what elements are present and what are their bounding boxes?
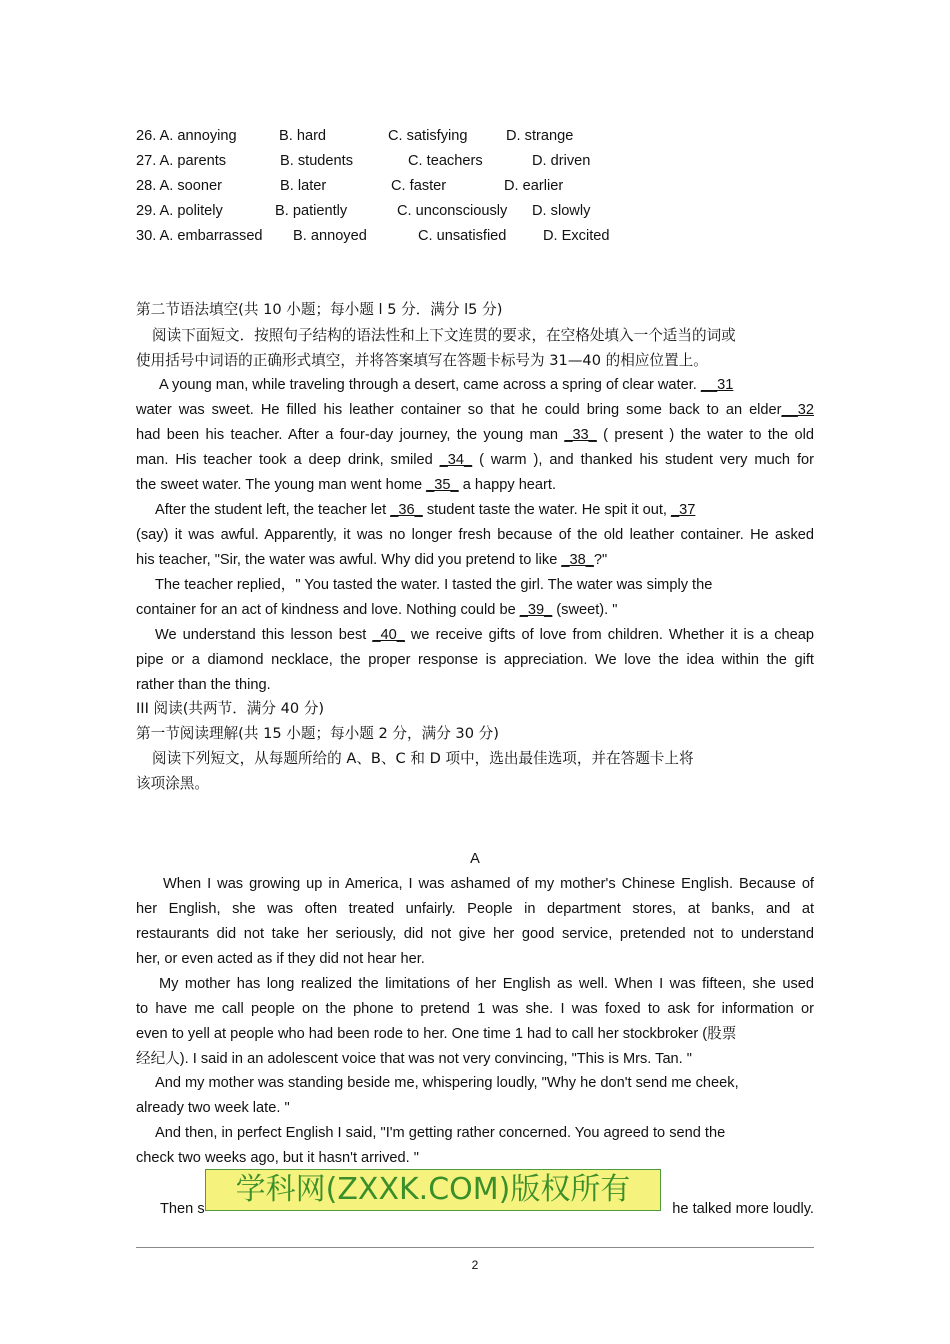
passage-line <box>155 500 814 520</box>
option-29-a: 29. A. politely <box>136 203 223 219</box>
text: man. His teacher took a deep drink, smiled <box>136 452 433 468</box>
passage-line: her, or even acted as if they did not hear her. <box>136 951 425 967</box>
passage-line <box>136 400 814 420</box>
passage-line: to have me call people on the phone to pretend 1 was she. I was foxed to ask for information or <box>136 1001 814 1017</box>
blank-40: _40_ <box>372 627 405 643</box>
option-29-c: C. unconsciously <box>397 203 508 219</box>
blank-35: _35_ <box>426 477 459 493</box>
instruction-line-2: 该项涂黑。 <box>136 775 209 792</box>
passage-line: restaurants did not take her seriously, did not give her good service, pretended not to understand <box>136 926 814 942</box>
text: We understand this lesson best <box>155 627 367 643</box>
passage-line-start: Then s <box>160 1201 205 1217</box>
option-30-a: 30. A. embarrassed <box>136 228 263 244</box>
passage-line: And then, in perfect English I said, "I'm getting rather concerned. You agreed to send the <box>155 1125 726 1141</box>
blank-39: _39_ <box>519 602 553 618</box>
passage-line: And my mother was standing beside me, whispering loudly, "Why he don't send me cheek, <box>155 1075 739 1091</box>
option-30-d: D. Excited <box>543 228 610 244</box>
section-heading: 第一节阅读理解(共 15 小题；每小题 2 分，满分 30 分) <box>136 725 499 742</box>
passage-line <box>136 450 814 470</box>
blank-38: _38_ <box>561 552 594 568</box>
page-number: 2 <box>471 1258 479 1272</box>
option-28-c: C. faster <box>391 178 447 194</box>
option-26-d: D. strange <box>506 128 574 144</box>
passage-line <box>136 425 814 445</box>
passage-line <box>159 375 814 395</box>
option-26-a: 26. A. annoying <box>136 128 237 144</box>
passage-line: already two week late. " <box>136 1100 290 1116</box>
section-heading: III 阅读(共两节．满分 40 分) <box>136 700 325 717</box>
text: After the student left, the teacher let <box>155 502 387 518</box>
footer-divider <box>136 1247 814 1248</box>
section-heading: 第二节语法填空(共 10 小题；每小题 l 5 分．满分 l5 分) <box>136 301 503 318</box>
instruction-line-1: 阅读下面短文．按照句子结构的语法性和上下文连贯的要求，在空格处填入一个适当的词或 <box>152 327 736 344</box>
option-28-d: D. earlier <box>504 178 564 194</box>
text: ?" <box>593 552 608 568</box>
passage-line <box>136 600 814 620</box>
option-27-c: C. teachers <box>408 153 483 169</box>
blank-32: __32 <box>781 402 814 418</box>
passage-line-end: he talked more loudly. <box>672 1201 814 1217</box>
text: had been his teacher. After a four-day journey, the young man <box>136 427 558 443</box>
blank-34: _34_ <box>439 452 473 468</box>
option-30-c: C. unsatisfied <box>418 228 507 244</box>
option-27-d: D. driven <box>532 153 591 169</box>
passage-line: pipe or a diamond necklace, the proper response is appreciation. We love the idea within the gift <box>136 652 814 668</box>
passage-line: The teacher replied，" You tasted the water. I tasted the girl. The water was simply the <box>155 577 713 593</box>
option-28-a: 28. A. sooner <box>136 178 223 194</box>
copyright-watermark: 学科网(ZXXK.COM)版权所有 <box>205 1169 661 1211</box>
option-27-b: B. students <box>280 153 354 169</box>
passage-line <box>136 550 814 570</box>
text: water was sweet. He filled his leather container so that he could bring some back to an elder <box>136 402 782 418</box>
passage-line: check two weeks ago, but it hasn't arrived. " <box>136 1150 419 1166</box>
option-26-b: B. hard <box>279 128 327 144</box>
passage-line: (say) it was awful. Apparently, it was no longer fresh because of the old leather container. He asked <box>136 527 814 543</box>
text: ( present ) the water to the old <box>603 427 815 443</box>
passage-line: My mother has long realized the limitations of her English as well. When I was fifteen, she used <box>159 976 814 992</box>
text: the sweet water. The young man went home <box>136 477 423 493</box>
passage-line: her English, she was often treated unfairly. People in department stores, at banks, and at <box>136 901 814 917</box>
option-28-b: B. later <box>280 178 327 194</box>
passage-line <box>155 625 814 645</box>
text: container for an act of kindness and love. Nothing could be <box>136 602 516 618</box>
text: a happy heart. <box>462 477 557 493</box>
option-29-d: D. slowly <box>532 203 591 219</box>
instruction-line-1: 阅读下列短文，从每题所给的 A、B、C 和 D 项中，选出最佳选项，并在答题卡上将 <box>152 750 694 767</box>
text: student taste the water. He spit it out, <box>426 502 667 518</box>
option-26-c: C. satisfying <box>388 128 468 144</box>
option-27-a: 27. A. parents <box>136 153 227 169</box>
text: (sweet). " <box>556 602 618 618</box>
text: ( warm ), and thanked his student very much for <box>479 452 814 468</box>
passage-line: rather than the thing. <box>136 677 271 693</box>
text: A young man, while traveling through a desert, came across a spring of clear water. <box>159 377 697 393</box>
blank-31: __31 <box>700 377 734 393</box>
passage-line: When I was growing up in America, I was ashamed of my mother's Chinese English. Because of <box>163 876 814 892</box>
blank-36: _36_ <box>390 502 423 518</box>
passage-line: 经纪人). I said in an adolescent voice that was not very convincing, "This is Mrs. Tan. " <box>136 1051 692 1067</box>
blank-37: _37 <box>671 502 696 518</box>
text: we receive gifts of love from children. Whether it is a cheap <box>410 627 814 643</box>
passage-title: A <box>470 851 480 867</box>
option-29-b: B. patiently <box>275 203 348 219</box>
text: his teacher, "Sir, the water was awful. Why did you pretend to like <box>136 552 558 568</box>
passage-line <box>136 475 814 495</box>
blank-33: _33_ <box>564 427 597 443</box>
passage-line: even to yell at people who had been rode to her. One time 1 had to call her stockbroker (股票 <box>136 1026 737 1042</box>
instruction-line-2: 使用括号中词语的正确形式填空，并将答案填写在答题卡标号为 31—40 的相应位置上。 <box>136 352 708 369</box>
option-30-b: B. annoyed <box>293 228 367 244</box>
